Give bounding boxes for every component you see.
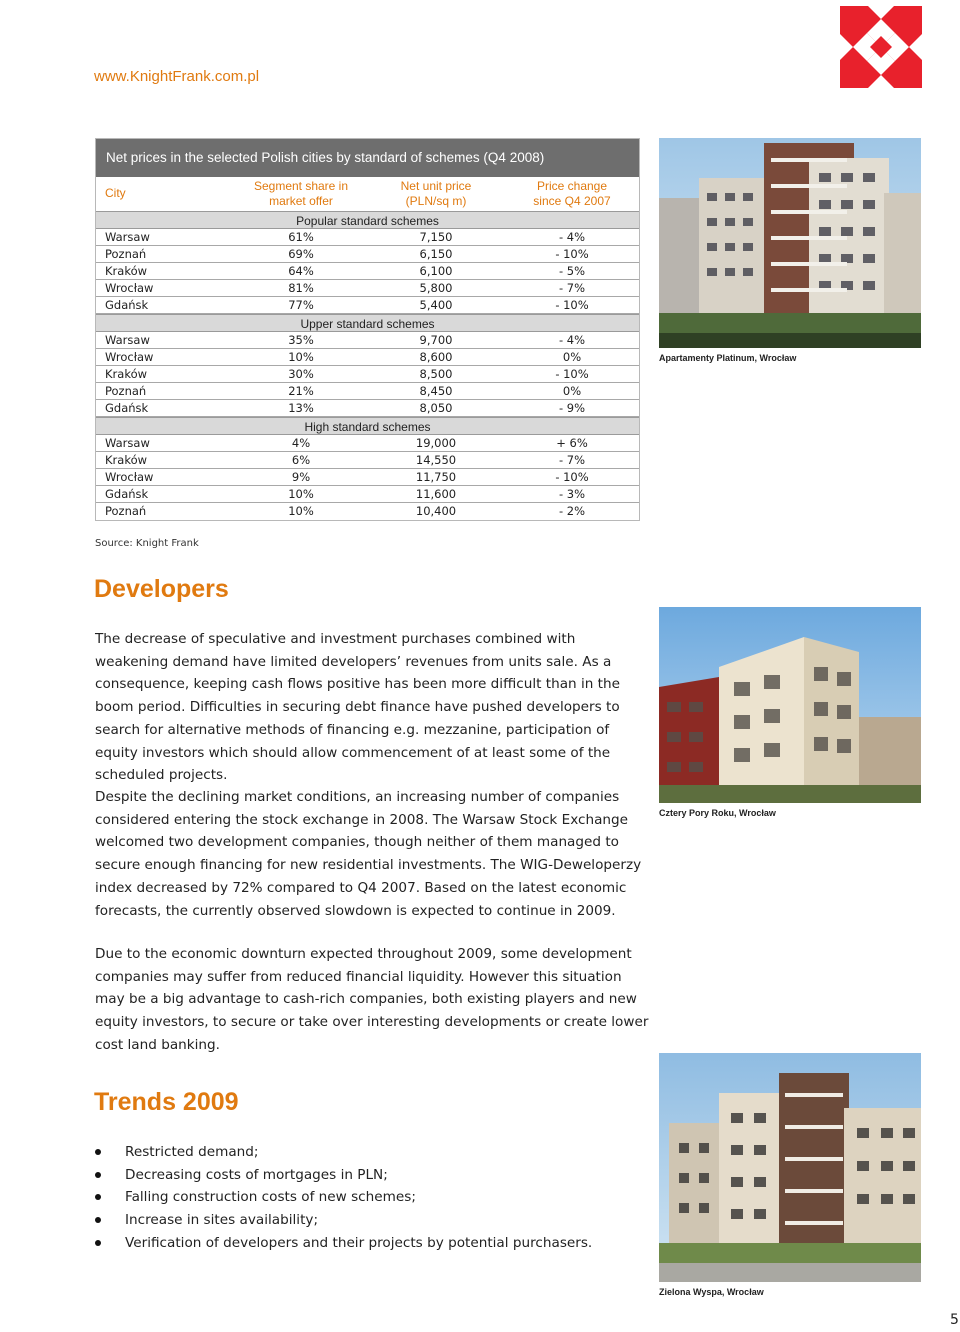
table-row	[96, 349, 639, 366]
cell-price: 8,600	[419, 350, 453, 364]
table-row	[96, 452, 639, 469]
cell-segment: 69%	[288, 247, 314, 261]
list-item: Falling construction costs of new schemes;	[95, 1186, 655, 1209]
knight-frank-logo-icon	[840, 6, 922, 88]
cell-city: Warsaw	[105, 436, 150, 450]
cell-change: 0%	[562, 384, 582, 398]
developers-paragraph-3: Due to the economic downturn expected throughout 2009, some development companies may suffer from reduced financial liquidity. However this situation may be a big advantage to cash-rich companies, both existing players and new equity investors, to secure or take over interesting developments or create lower cost land banking.	[95, 946, 649, 1053]
cell-city: Poznań	[105, 247, 147, 261]
cell-segment: 61%	[288, 230, 314, 244]
cell-segment: 81%	[288, 281, 314, 295]
table-section-header: Upper standard schemes	[96, 314, 639, 332]
bullet-icon	[95, 1240, 101, 1246]
table-body	[96, 211, 639, 520]
cell-segment: 30%	[288, 367, 314, 381]
col-city: City	[105, 186, 126, 200]
page-number: 5	[950, 1312, 959, 1328]
cell-city: Wrocław	[105, 350, 154, 364]
cell-segment: 13%	[288, 401, 314, 415]
cell-price: 6,100	[419, 264, 453, 278]
table-row	[96, 469, 639, 486]
bullet-icon	[95, 1172, 101, 1178]
bullet-icon	[95, 1194, 101, 1200]
cell-change: - 4%	[558, 230, 586, 244]
cell-price: 5,800	[419, 281, 453, 295]
cell-price: 8,450	[419, 384, 453, 398]
table-row	[96, 486, 639, 503]
bullet-icon	[95, 1217, 101, 1223]
photo-caption: Apartamenty Platinum, Wrocław	[659, 353, 797, 363]
cell-city: Gdańsk	[105, 401, 149, 415]
prices-table	[95, 138, 640, 521]
photo-caption: Zielona Wyspa, Wrocław	[659, 1287, 764, 1297]
developers-paragraph-2: Despite the declining market conditions, an increasing number of companies considered entering the stock exchange in 2008. The Warsaw Stock Exchange welcomed two development companies, though neither of them managed to secure enough financing for new residential investments. The WIG-Deweloperzy index decreased by 72% compared to Q4 2007. Based on the latest economic forecasts, the currently observed slowdown is expected to continue in 2009.	[95, 789, 642, 919]
photo-apartamenty-platinum	[659, 138, 921, 348]
table-row	[96, 229, 639, 246]
table-header	[96, 177, 639, 211]
cell-city: Poznań	[105, 384, 147, 398]
photo-cztery-pory-roku	[659, 607, 921, 803]
cell-price: 8,500	[419, 367, 453, 381]
cell-price: 8,050	[419, 401, 453, 415]
list-item: Restricted demand;	[95, 1141, 655, 1164]
table-section-header: Popular standard schemes	[96, 211, 639, 229]
cell-change: - 5%	[558, 264, 586, 278]
developers-heading: Developers	[94, 575, 229, 603]
cell-change: - 2%	[558, 504, 586, 518]
cell-price: 14,550	[415, 453, 457, 467]
table-section-header: High standard schemes	[96, 417, 639, 435]
cell-segment: 10%	[288, 504, 314, 518]
cell-city: Warsaw	[105, 333, 150, 347]
cell-change: - 10%	[555, 298, 589, 312]
cell-segment: 4%	[291, 436, 311, 450]
cell-price: 7,150	[419, 230, 453, 244]
col-change: Price change since Q4 2007	[533, 179, 611, 208]
cell-change: + 6%	[556, 436, 588, 450]
cell-city: Wrocław	[105, 470, 154, 484]
cell-segment: 64%	[288, 264, 314, 278]
cell-change: - 10%	[555, 247, 589, 261]
table-title: Net prices in the selected Polish cities by standard of schemes (Q4 2008)	[96, 139, 639, 177]
cell-segment: 35%	[288, 333, 314, 347]
cell-price: 5,400	[419, 298, 453, 312]
table-row	[96, 246, 639, 263]
cell-price: 10,400	[415, 504, 457, 518]
cell-segment: 10%	[288, 487, 314, 501]
bullet-icon	[95, 1149, 101, 1155]
cell-city: Gdańsk	[105, 298, 149, 312]
cell-change: - 3%	[558, 487, 586, 501]
cell-change: - 7%	[558, 453, 586, 467]
cell-price: 9,700	[419, 333, 453, 347]
cell-price: 11,600	[415, 487, 457, 501]
trends-list	[95, 1141, 655, 1255]
developers-paragraph-1: The decrease of speculative and investment purchases combined with weakening demand have limited developers’ revenues from units sale. As a consequence, keeping cash flows positive has been more difficult than in the boom period. Difficulties in securing debt finance have pushed developers to search for alternative methods of financing e.g. mezzanine, participation of equity investors which should allow commencement of at least some of the scheduled projects.	[95, 631, 620, 784]
cell-segment: 21%	[288, 384, 314, 398]
cell-change: 0%	[562, 350, 582, 364]
cell-city: Wrocław	[105, 281, 154, 295]
photo-zielona-wyspa	[659, 1053, 921, 1282]
cell-segment: 9%	[291, 470, 311, 484]
cell-price: 19,000	[415, 436, 457, 450]
cell-price: 11,750	[415, 470, 457, 484]
table-row	[96, 366, 639, 383]
table-row	[96, 503, 639, 520]
cell-segment: 10%	[288, 350, 314, 364]
list-item: Increase in sites availability;	[95, 1209, 655, 1232]
cell-segment: 77%	[288, 298, 314, 312]
cell-segment: 6%	[291, 453, 311, 467]
cell-change: - 4%	[558, 333, 586, 347]
table-row	[96, 263, 639, 280]
cell-change: - 9%	[558, 401, 586, 415]
table-row	[96, 332, 639, 349]
table-row	[96, 435, 639, 452]
cell-change: - 10%	[555, 470, 589, 484]
cell-city: Warsaw	[105, 230, 150, 244]
list-item: Decreasing costs of mortgages in PLN;	[95, 1164, 655, 1187]
cell-city: Kraków	[105, 453, 148, 467]
cell-city: Poznań	[105, 504, 147, 518]
list-item: Verification of developers and their projects by potential purchasers.	[95, 1232, 655, 1255]
trends-heading: Trends 2009	[94, 1088, 239, 1116]
cell-change: - 10%	[555, 367, 589, 381]
cell-city: Kraków	[105, 367, 148, 381]
cell-change: - 7%	[558, 281, 586, 295]
cell-city: Kraków	[105, 264, 148, 278]
col-price: Net unit price (PLN/sq m)	[400, 179, 472, 208]
photo-caption: Cztery Pory Roku, Wrocław	[659, 808, 776, 818]
cell-city: Gdańsk	[105, 487, 149, 501]
table-row	[96, 280, 639, 297]
cell-price: 6,150	[419, 247, 453, 261]
col-segment: Segment share in market offer	[253, 179, 349, 208]
table-row	[96, 400, 639, 417]
table-source: Source: Knight Frank	[95, 538, 199, 549]
website-url[interactable]: www.KnightFrank.com.pl	[94, 68, 260, 85]
table-row	[96, 383, 639, 400]
table-row	[96, 297, 639, 314]
